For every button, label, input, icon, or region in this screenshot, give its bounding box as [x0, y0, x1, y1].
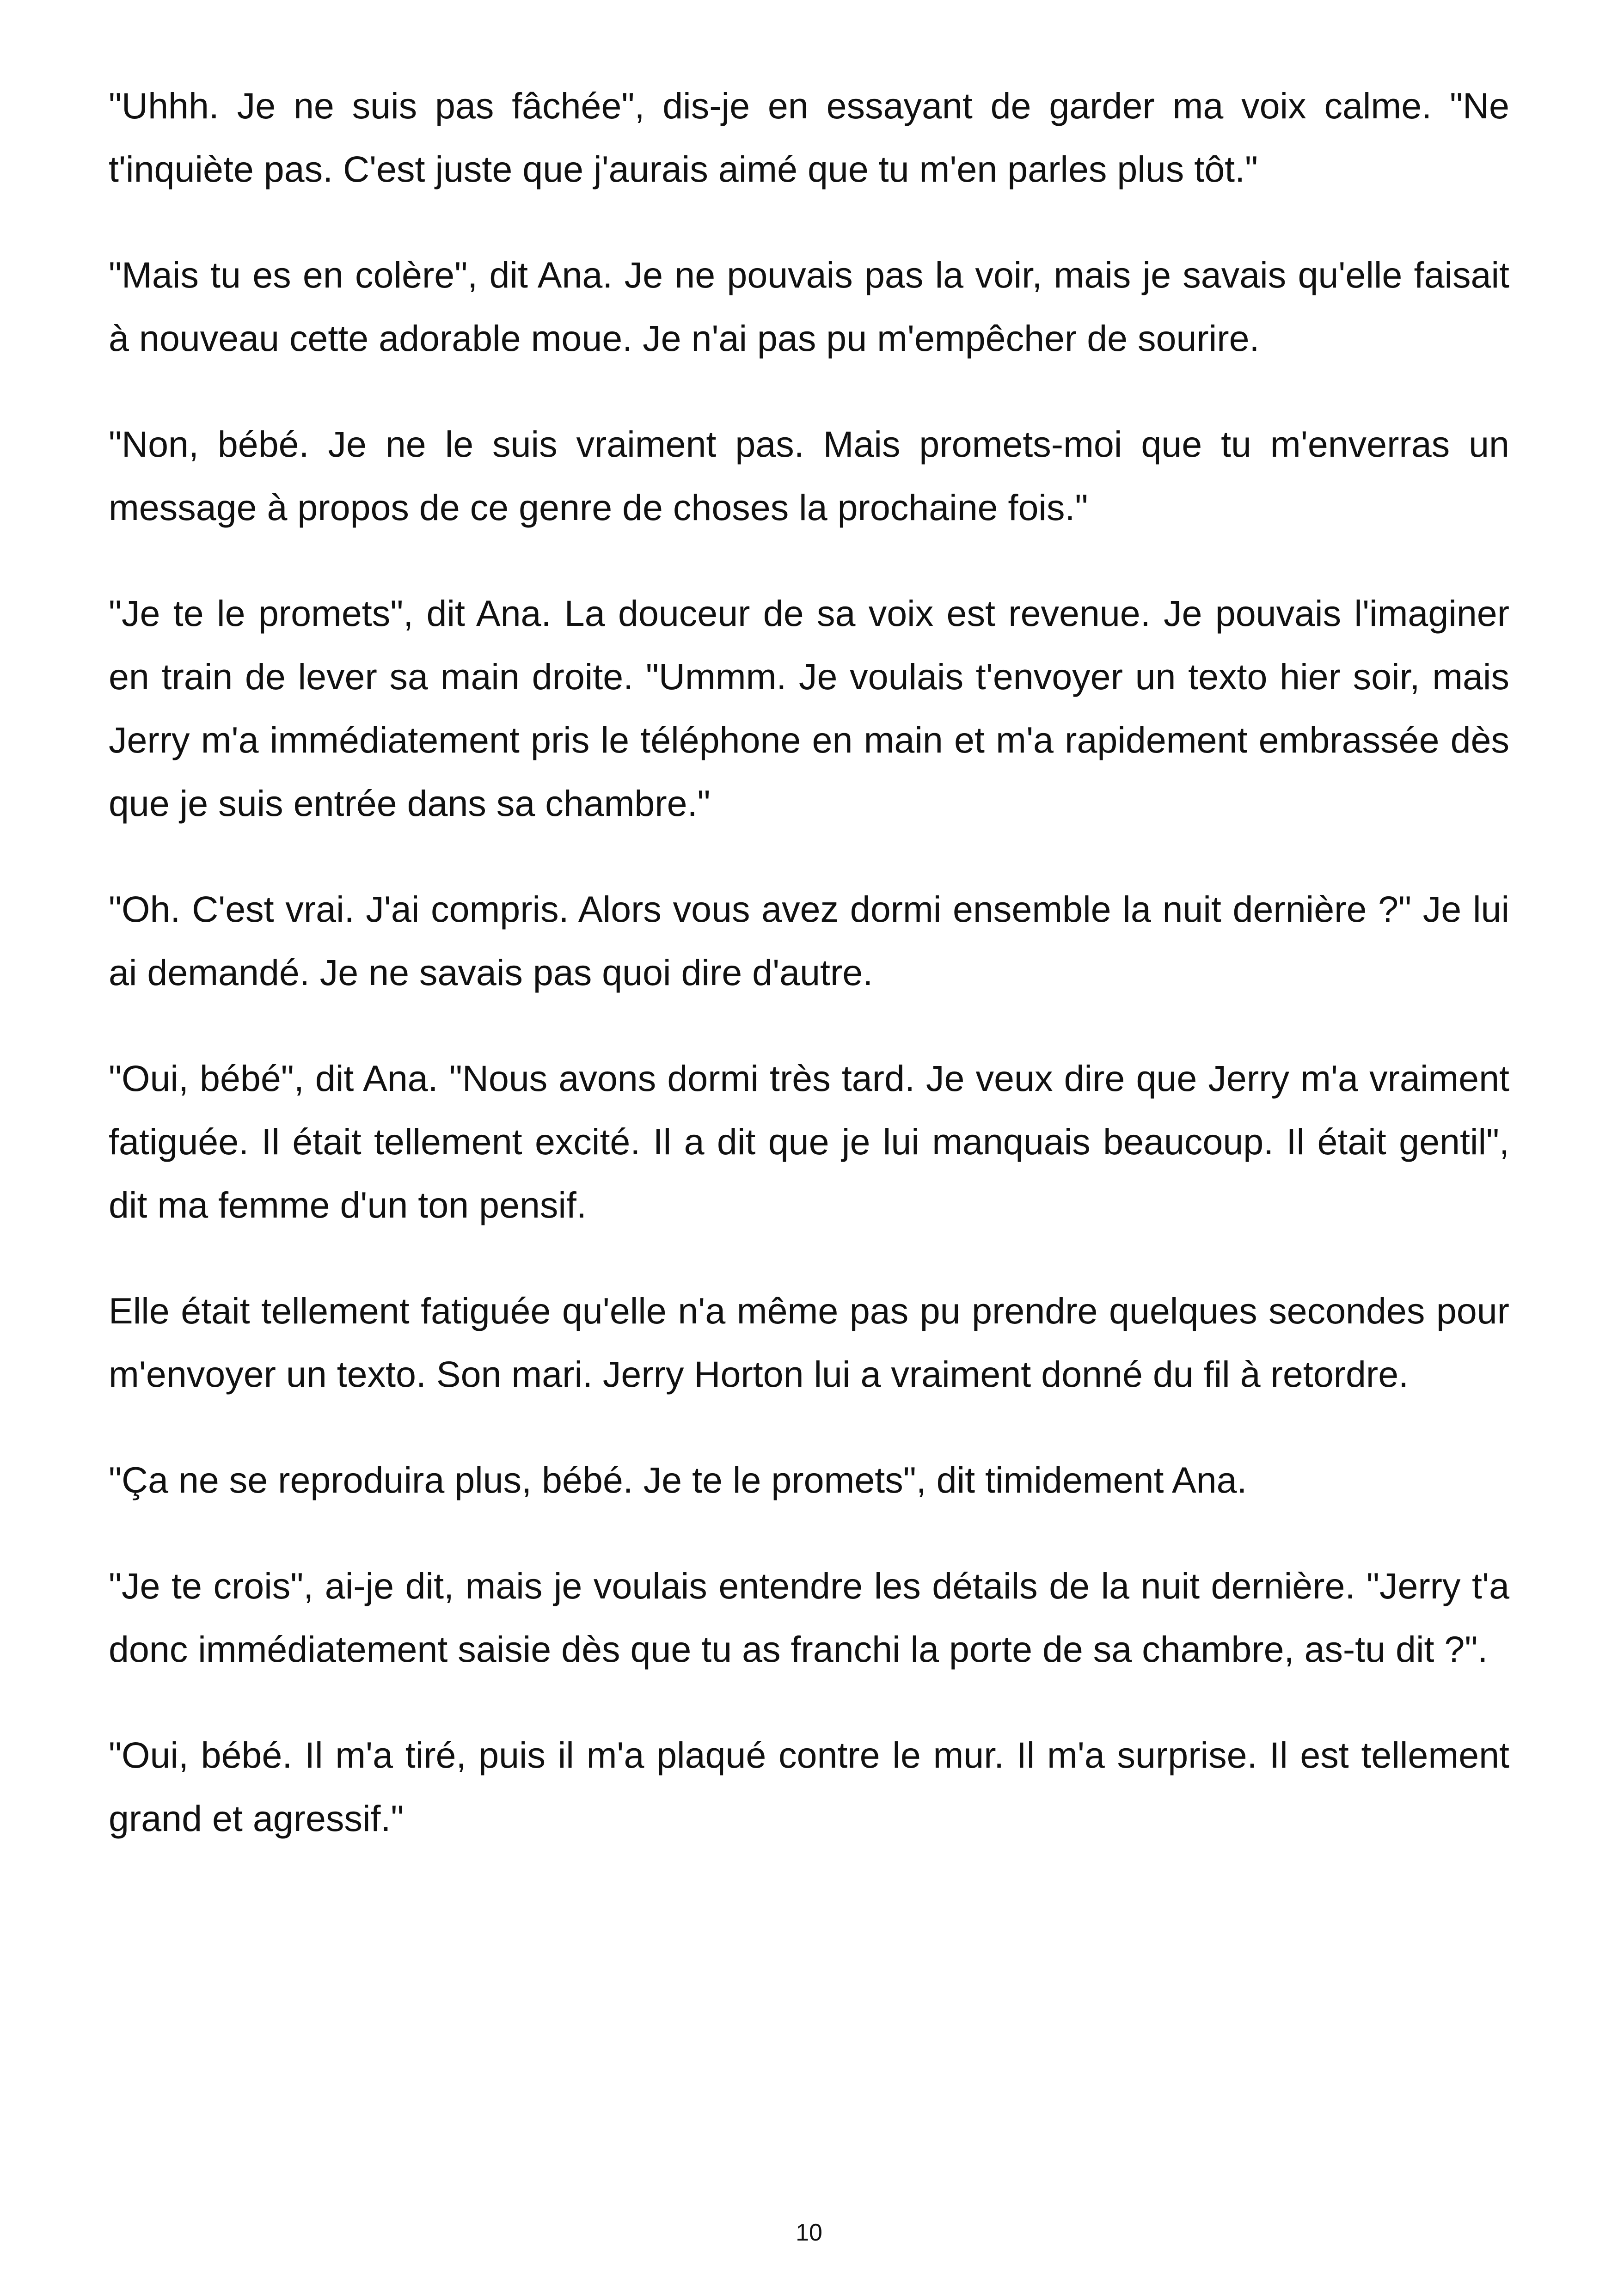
- paragraph: "Oh. C'est vrai. J'ai compris. Alors vous avez dormi ensemble la nuit dernière ?" Je lui ai demandé. Je ne savais pas quoi dire d'autre.: [109, 888, 1509, 993]
- paragraph: "Oui, bébé", dit Ana. "Nous avons dormi très tard. Je veux dire que Jerry m'a vraiment fatiguée. Il était tellement excité. Il a dit que je lui manquais beaucoup. Il était gentil", dit ma femme d'un ton pensif.: [109, 1058, 1509, 1225]
- page-number: 10: [796, 2219, 822, 2246]
- body-text: [109, 74, 1509, 1850]
- paragraph: "Non, bébé. Je ne le suis vraiment pas. Mais promets-moi que tu m'enverras un message à propos de ce genre de choses la prochaine fois.": [109, 423, 1509, 528]
- paragraph: "Je te le promets", dit Ana. La douceur de sa voix est revenue. Je pouvais l'imaginer en train de lever sa main droite. "Ummm. Je voulais t'envoyer un texto hier soir, mais Jerry m'a immédiatement pris le téléphone en main et m'a rapidement embrassée dès que je suis entrée dans sa chambre.": [109, 593, 1509, 824]
- paragraph: "Uhhh. Je ne suis pas fâchée", dis-je en essayant de garder ma voix calme. "Ne t'inquiète pas. C'est juste que j'aurais aimé que tu m'en parles plus tôt.": [109, 85, 1509, 190]
- paragraph: "Ça ne se reproduira plus, bébé. Je te le promets", dit timidement Ana.: [109, 1459, 1247, 1500]
- paragraph: "Oui, bébé. Il m'a tiré, puis il m'a plaqué contre le mur. Il m'a surprise. Il est tellement grand et agressif.": [109, 1734, 1509, 1839]
- paragraph: "Je te crois", ai-je dit, mais je voulais entendre les détails de la nuit dernière. "Jerry t'a donc immédiatement saisie dès que tu as franchi la porte de sa chambre, as-tu dit ?".: [109, 1565, 1509, 1670]
- paragraph: Elle était tellement fatiguée qu'elle n'a même pas pu prendre quelques secondes pour m'envoyer un texto. Son mari. Jerry Horton lui a vraiment donné du fil à retordre.: [109, 1290, 1509, 1395]
- paragraph: "Mais tu es en colère", dit Ana. Je ne pouvais pas la voir, mais je savais qu'elle faisait à nouveau cette adorable moue. Je n'ai pas pu m'empêcher de sourire.: [109, 254, 1509, 359]
